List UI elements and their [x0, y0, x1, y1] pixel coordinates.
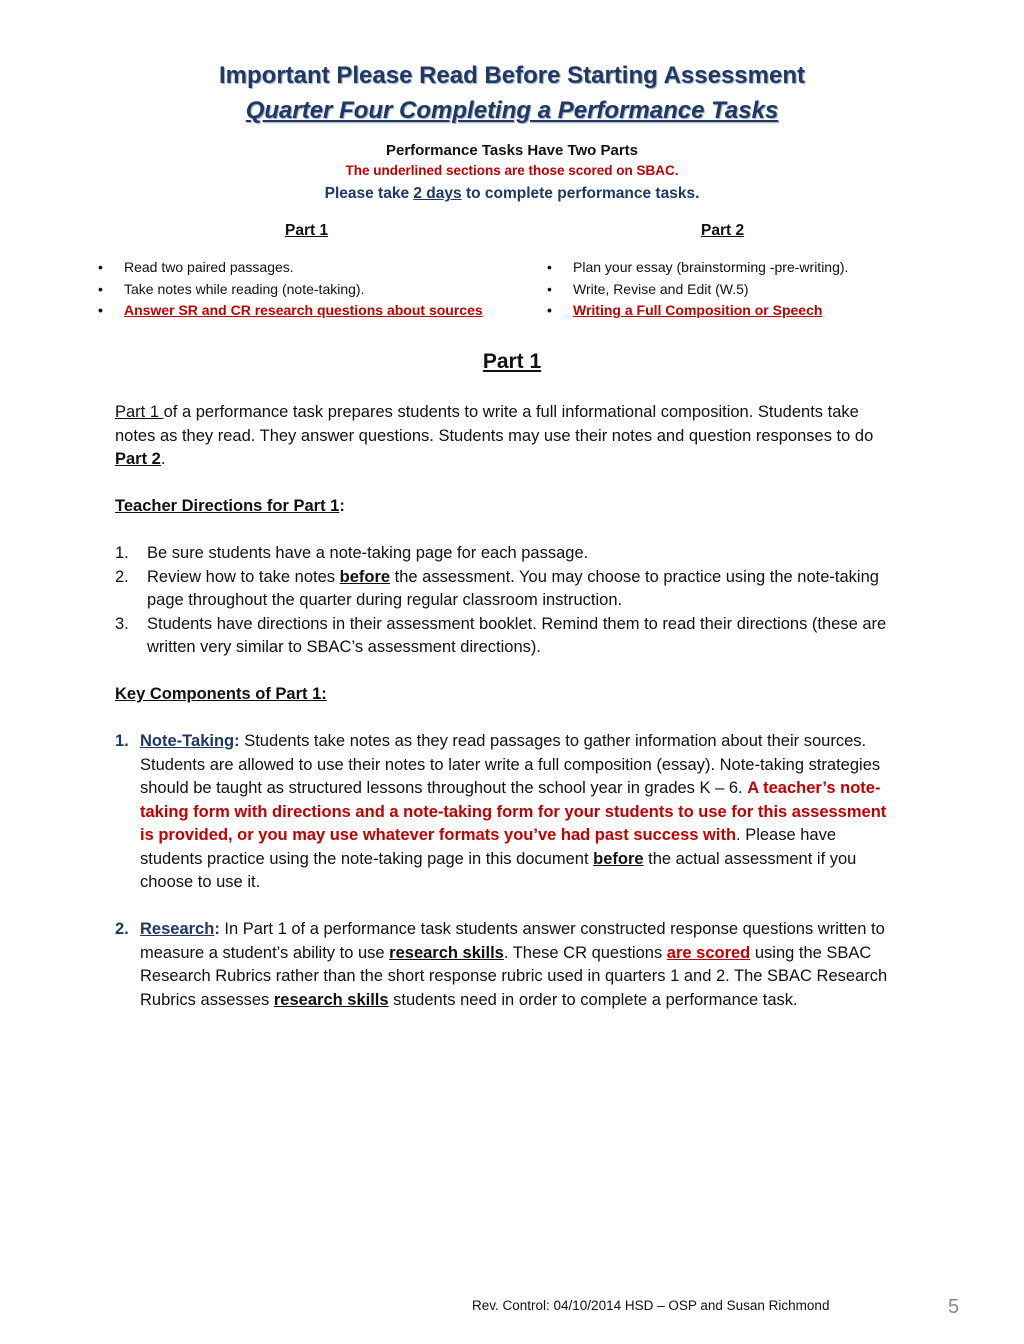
emphasis: research skills: [389, 943, 504, 962]
part2-bullet-list: [547, 257, 848, 322]
list-item: • Write, Revise and Edit (W.5): [547, 279, 848, 301]
emphasis: research skills: [273, 990, 389, 1009]
tasks-heading: Performance Tasks Have Two Parts: [385, 142, 639, 159]
page-number: 5: [948, 1296, 960, 1318]
list-item: 1. Be sure students have a note-taking page for each passage.: [115, 544, 589, 562]
part1-bullet-list: [98, 257, 483, 322]
part2-column-heading: Part 2: [701, 222, 745, 239]
list-item: • Read two paired passages.: [98, 257, 483, 279]
list-item-scored: • Answer SR and CR research questions about sources: [98, 300, 483, 322]
teacher-directions-list: [115, 542, 895, 660]
research-item: 2. Research: In Part 1 of a performance task students answer constructed response questions written to measure a student’s ability to use research skills. These CR questions are scored using the SBAC Research Rubrics rather than the short response rubric used in quarters 1 and 2. The SBAC Research Rubrics assesses research skills students need in order to complete a performance task.: [115, 920, 888, 1009]
list-item: 2. Review how to take notes before the assessment. You may choose to practice using the note-taking page throughout the quarter during regular classroom instruction.: [115, 567, 879, 609]
research-label: Research: [140, 920, 215, 938]
part2-reference: Part 2: [115, 450, 161, 468]
key-components-heading: Key Components of Part 1:: [115, 685, 327, 703]
page-title: Important Please Read Before Starting Assessment: [219, 62, 805, 89]
revision-footer: Rev. Control: 04/10/2014 HSD – OSP and Susan Richmond: [472, 1298, 830, 1313]
section-heading: Part 1: [482, 350, 542, 373]
days-value: 2 days: [413, 185, 462, 202]
scored-note: The underlined sections are those scored on SBAC.: [345, 163, 679, 178]
section-body: [115, 401, 895, 1036]
intro-lead: Part 1: [115, 403, 164, 421]
intro-end: .: [160, 450, 166, 468]
scored-emphasis: are scored: [666, 943, 751, 962]
list-item: • Plan your essay (brainstorming -pre-writing).: [547, 257, 848, 279]
teacher-directions-heading: Teacher Directions for Part 1:: [115, 497, 345, 515]
emphasis: before: [593, 849, 644, 868]
note-taking-label: Note-Taking: [140, 732, 235, 750]
list-item-scored: • Writing a Full Composition or Speech: [547, 300, 848, 322]
note-taking-item: 1. Note-Taking: Students take notes as they read passages to gather information about their sources. Students are allowed to use their notes to later write a full composition (essay). Note-taking strategies should be taught as structured lessons throughout the school year in grades K – 6. A teacher’s note-taking form with directions and a note-taking form for your students to use for this assessment is provided, or you may use whatever formats you’ve had past success with. Please have students practice using the note-taking page in this document before the actual assessment if you choose to use it.: [115, 732, 887, 891]
key-components-list: [115, 730, 895, 1012]
intro-text: of a performance task prepares students to write a full informational composition. Students take notes as they read. They answer questions. Students may use their notes and question responses to do: [115, 403, 874, 445]
list-item: • Take notes while reading (note-taking).: [98, 279, 483, 301]
note-taking-highlight: A teacher’s note-taking form with directions and a note-taking form for your students to use for this assessment is provided, or you may use whatever formats you’ve had past success with: [140, 779, 887, 844]
page-subtitle: Quarter Four Completing a Performance Tasks: [245, 97, 779, 124]
list-item: 3. Students have directions in their assessment booklet. Remind them to read their directions (these are written very similar to SBAC’s assessment directions).: [115, 614, 887, 656]
days-prefix: Please take: [324, 185, 414, 202]
part1-column-heading: Part 1: [285, 222, 329, 239]
emphasis: before: [339, 567, 391, 586]
days-line: [0, 185, 1024, 203]
days-suffix: to complete performance tasks.: [461, 185, 700, 202]
intro-paragraph: [115, 401, 895, 472]
